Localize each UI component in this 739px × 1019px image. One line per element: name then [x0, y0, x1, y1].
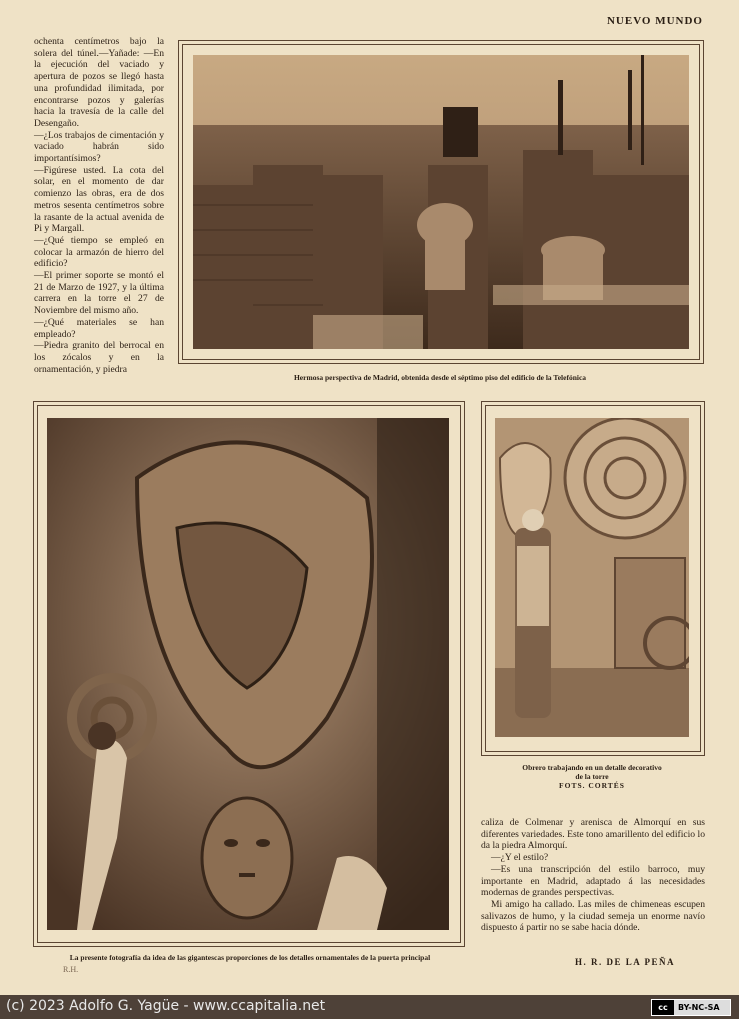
paragraph: —¿Y el estilo? [491, 852, 549, 864]
paragraph: —¿Los trabajos de cimentación y vaciado habrán sido importantísimos? [34, 129, 164, 165]
cc-icon: cc [652, 1000, 674, 1015]
license-terms: BY-NC-SA [678, 1003, 720, 1012]
paragraph: —Es una transcripción del estilo barroco, muy importante en Madrid, adaptado á las necesidades modernas de grandes perspectivas. [481, 863, 705, 899]
paragraph: caliza de Colmenar y arenisca de Almorquí en sus diferentes variedades. Este tono amarillento del edificio lo da la piedra Almorquí. [481, 817, 705, 852]
copyright-bar [0, 995, 739, 1019]
copyright-text: (c) 2023 Adolfo G. Yagüe - www.ccapitalia.net [6, 998, 326, 1014]
author-signature: H. R. DE LA PEÑA [575, 957, 676, 967]
ornament-detail-photo [47, 418, 449, 930]
paragraph: ochenta centímetros bajo la solera del túnel.—Yañade: —En la ejecución del vaciado y apertura de pozos se llegó hasta una profundidad ilimitada, por encontrarse pozos y galerías hacia la travesía de la calle del Desengaño. [34, 36, 164, 129]
paragraph: —Figúrese usted. La cota del solar, en el momento de dar comienzo las obras, era de dos metros sesenta centímetros sobre la rasante de la actual avenida de Pi y Margall. [34, 164, 164, 235]
madrid-panorama-photo [193, 55, 689, 349]
right-photo-caption-line2: de la torre [575, 772, 609, 781]
photo-credit: FOTS. CORTÉS [559, 781, 625, 790]
paragraph: —Piedra granito del berrocal en los zócalos y en la ornamentación, y piedra [34, 340, 164, 375]
paragraph: —¿Qué tiempo se empleó en colocar la armazón de hierro del edificio? [34, 234, 164, 270]
magazine-title: NUEVO MUNDO [606, 15, 703, 27]
cc-license-badge[interactable] [651, 999, 731, 1016]
article-column-top [34, 36, 164, 375]
left-photo-caption: La presente fotografía da idea de las gigantescas proporciones de los detalles ornamentales de la puerta principal [69, 953, 431, 962]
worker-carving-photo [495, 418, 689, 737]
article-column-bottom [481, 817, 705, 934]
paragraph: Mi amigo ha callado. Las miles de chimeneas escupen salivazos de humo, y la ciudad semeja un enorme navío dispuesto á partir no se sabe hacia dónde. [481, 898, 705, 934]
paragraph: —El primer soporte se montó el 21 de Marzo de 1927, y la última carrera en la torre el 27 de Noviembre del mismo año. [34, 270, 164, 317]
right-photo-caption-line1: Obrero trabajando en un detalle decorativo [522, 763, 662, 772]
top-photo-caption: Hermosa perspectiva de Madrid, obtenida desde el séptimo piso del edificio de la Telefónica [293, 373, 587, 382]
paragraph: —¿Qué materiales se han empleado? [34, 316, 164, 340]
photographer-monogram: R.H. [63, 965, 79, 974]
